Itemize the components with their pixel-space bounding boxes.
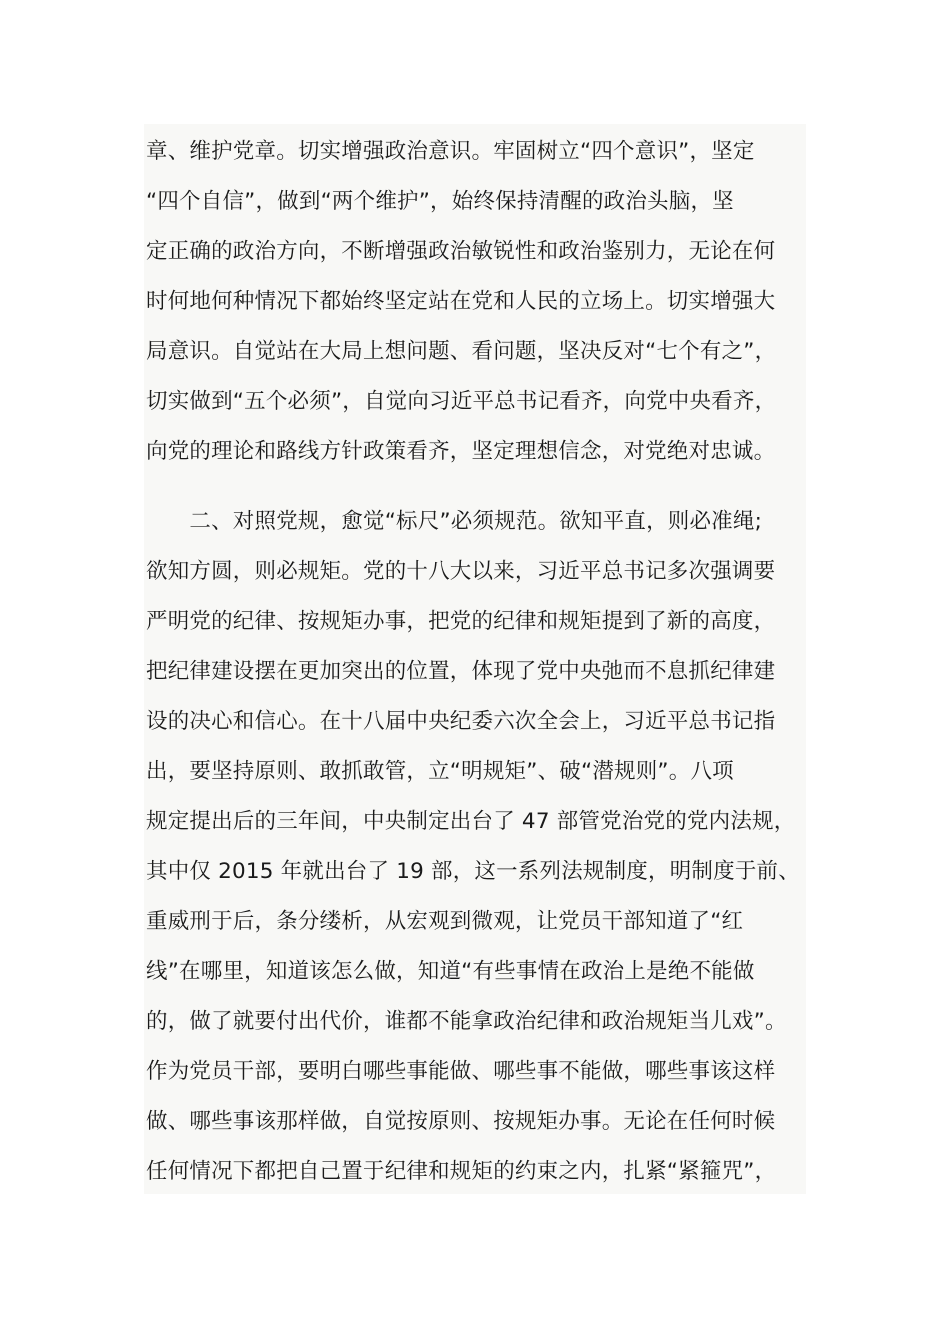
document-page bbox=[144, 124, 806, 1194]
text-line: “四个自信”，做到“两个维护”，始终保持清醒的政治头脑，坚 bbox=[146, 189, 734, 214]
text-line: 设的决心和信心。在十八届中央纪委六次全会上，习近平总书记指 bbox=[146, 709, 776, 734]
text-line: 向党的理论和路线方针政策看齐，坚定理想信念，对党绝对忠诚。 bbox=[146, 439, 776, 464]
text-line: 严明党的纪律、按规矩办事，把党的纪律和规矩提到了新的高度， bbox=[146, 609, 776, 634]
text-line: 切实做到“五个必须”，自觉向习近平总书记看齐，向党中央看齐， bbox=[146, 389, 777, 414]
text-line: 局意识。自觉站在大局上想问题、看问题，坚决反对“七个有之”， bbox=[146, 339, 777, 364]
paragraph-start-line: 二、对照党规，愈觉“标尺”必须规范。欲知平直，则必准绳; bbox=[146, 509, 763, 534]
text-line: 线”在哪里，知道该怎么做，知道“有些事情在政治上是绝不能做 bbox=[146, 959, 755, 984]
text-line: 重威刑于后，条分缕析，从宏观到微观，让党员干部知道了“红 bbox=[146, 909, 744, 934]
text-line: 其中仅 2015 年就出台了 19 部，这一系列法规制度，明制度于前、 bbox=[146, 859, 800, 884]
text-line: 把纪律建设摆在更加突出的位置，体现了党中央弛而不息抓纪律建 bbox=[146, 659, 776, 684]
text-line: 章、维护党章。切实增强政治意识。牢固树立“四个意识”，坚定 bbox=[146, 139, 755, 164]
text-line: 时何地何种情况下都始终坚定站在党和人民的立场上。切实增强大 bbox=[146, 289, 776, 314]
text-line: 规定提出后的三年间，中央制定出台了 47 部管党治党的党内法规， bbox=[146, 809, 796, 834]
text-line: 欲知方圆，则必规矩。党的十八大以来，习近平总书记多次强调要 bbox=[146, 559, 776, 584]
text-line: 作为党员干部，要明白哪些事能做、哪些事不能做，哪些事该这样 bbox=[146, 1059, 776, 1084]
text-line: 的，做了就要付出代价，谁都不能拿政治纪律和政治规矩当儿戏”。 bbox=[146, 1009, 787, 1034]
text-line: 做、哪些事该那样做，自觉按原则、按规矩办事。无论在任何时候 bbox=[146, 1109, 776, 1134]
text-line: 定正确的政治方向，不断增强政治敏锐性和政治鉴别力，无论在何 bbox=[146, 239, 776, 264]
text-line: 任何情况下都把自己置于纪律和规矩的约束之内，扎紧“紧箍咒”， bbox=[146, 1159, 777, 1184]
text-line: 出，要坚持原则、敢抓敢管，立“明规矩”、破“潜规则”。八项 bbox=[146, 759, 734, 784]
